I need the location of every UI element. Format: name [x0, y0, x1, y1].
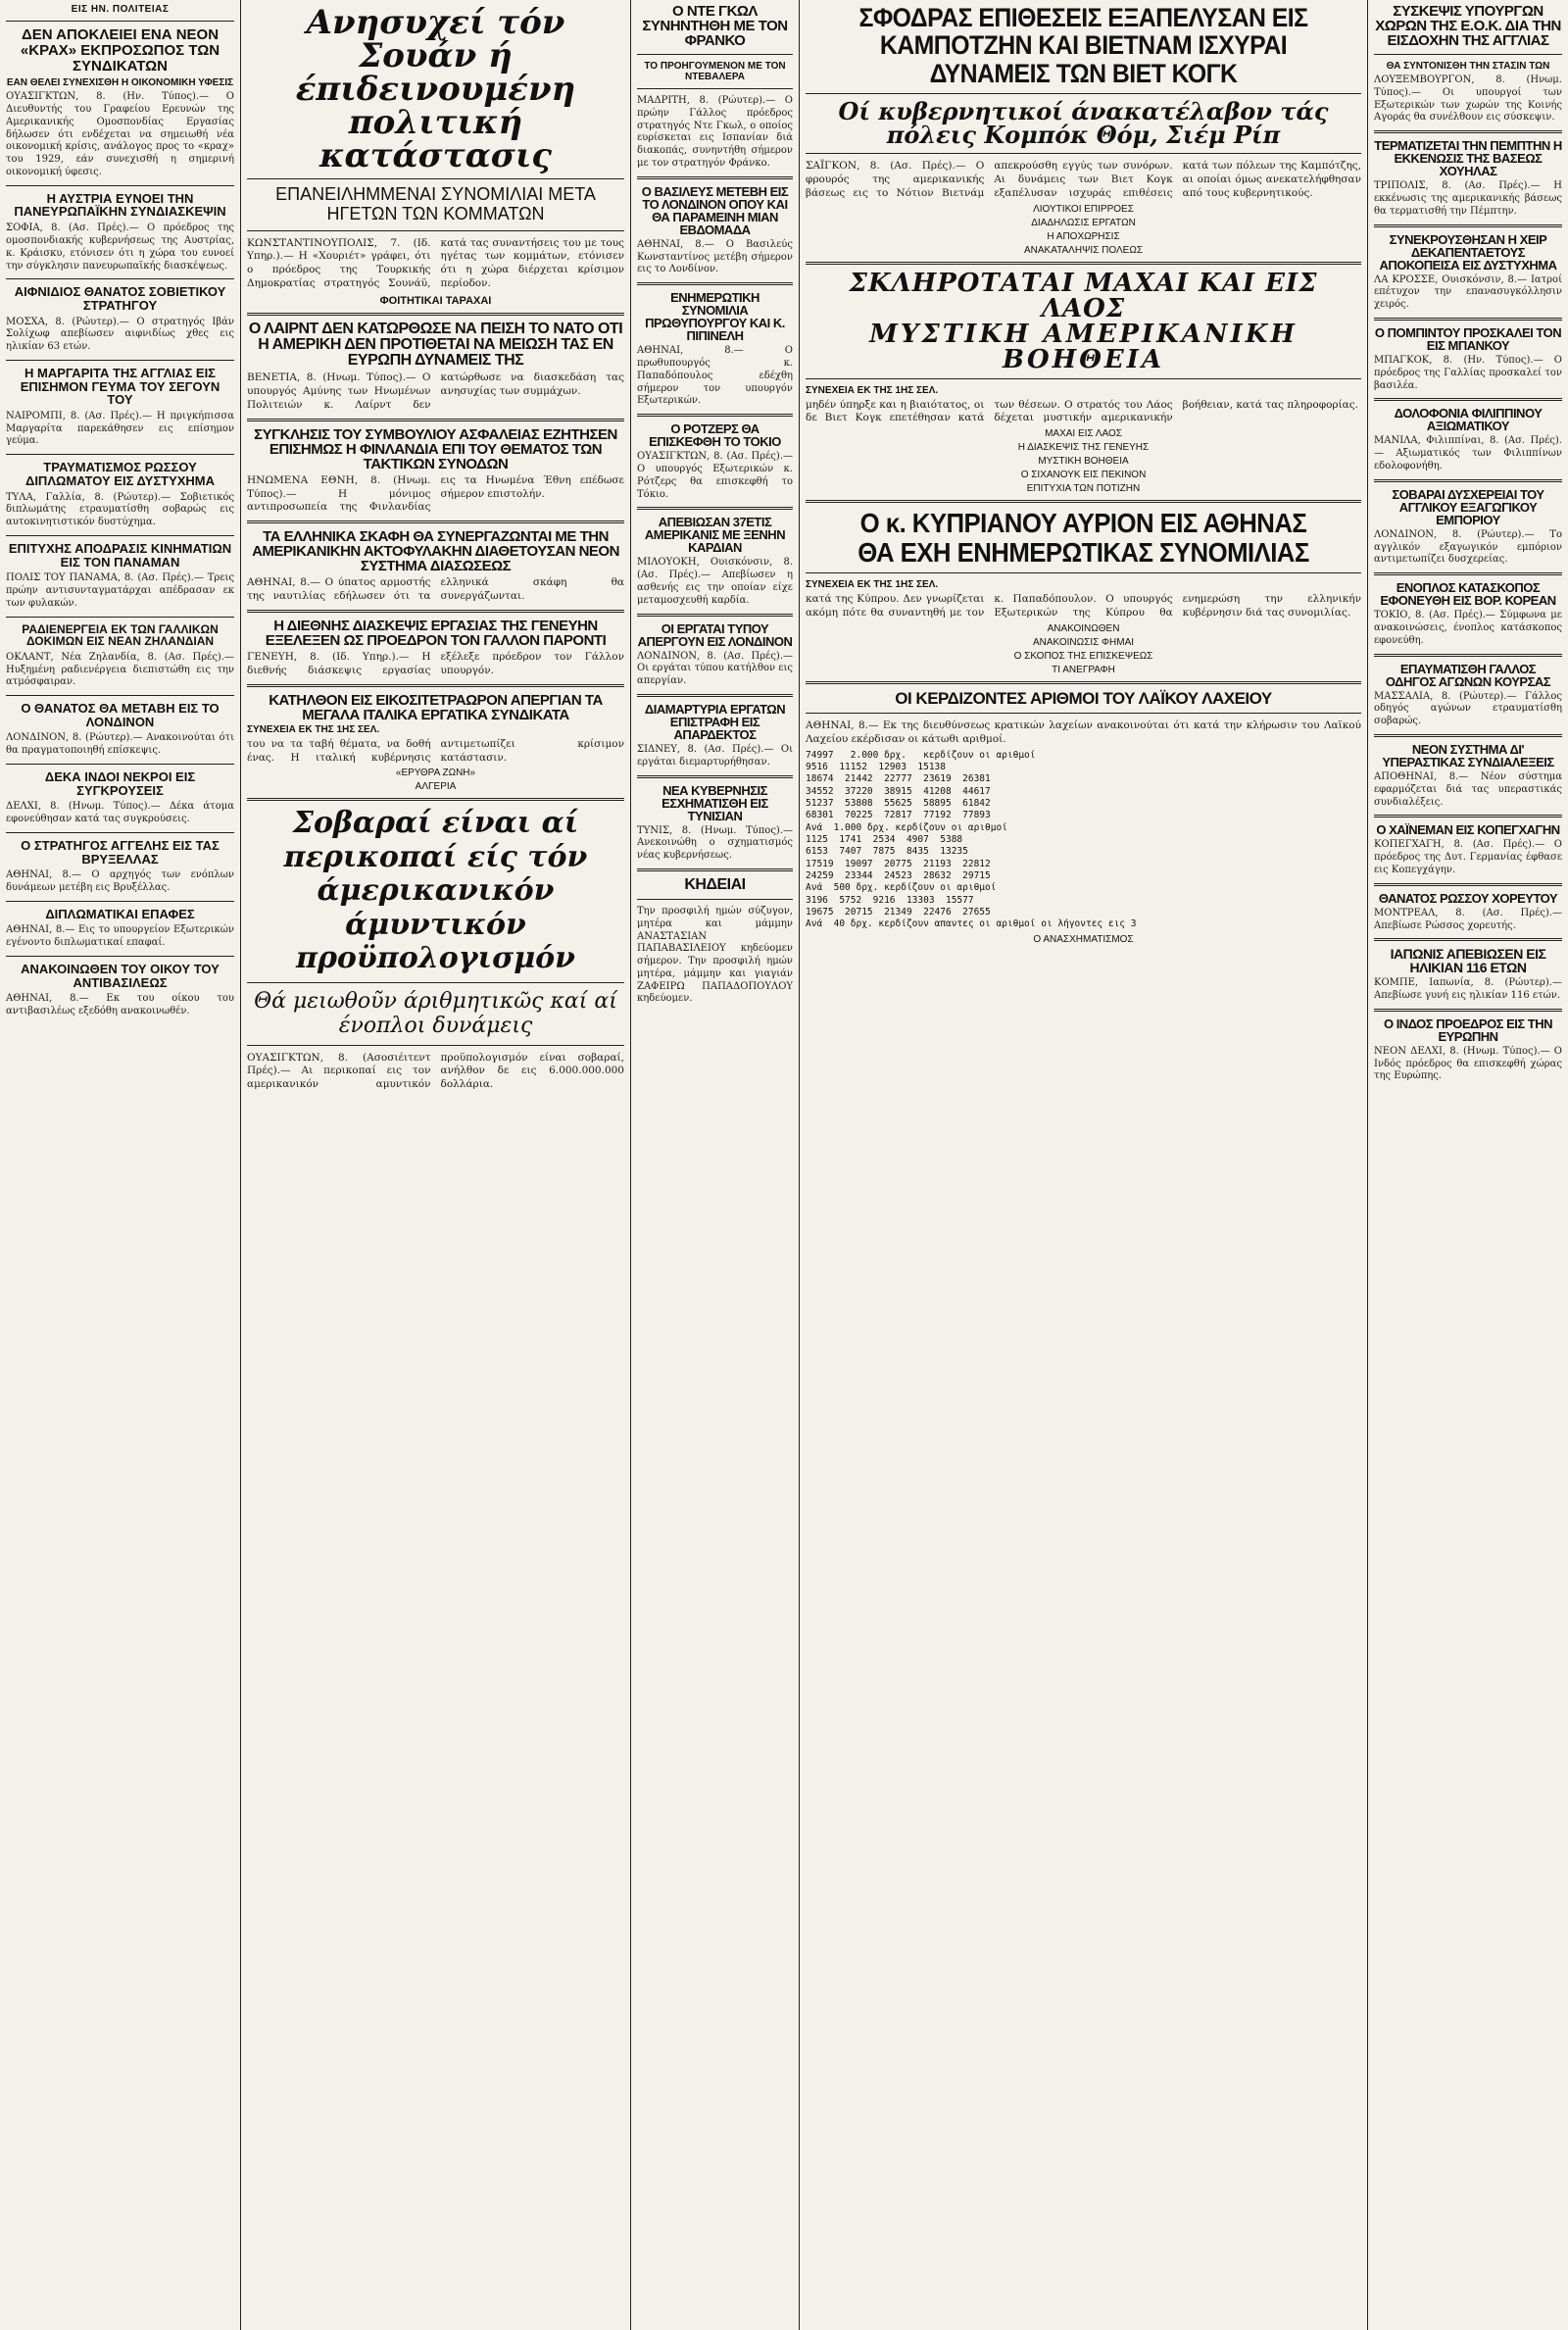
- lottery-intro: ΑΘΗΝΑΙ, 8.— Εκ της διευθύνσεως κρατικών λαχείων ανακοινούται ότι κατά την κλήρωσιν του Λαϊκού Λαχείου εκέρδισαν οι κάτωθι αριθμοί.: [806, 719, 1361, 745]
- obituary-text: Την προσφιλή ημών σύζυγον, μητέρα και μάμμην ΑΝΑΣΤΑΣΙΑΝ ΠΑΠΑΒΑΣΙΛΕΙΟΥ κηδεύομεν σήμερον. Την προσφιλή ημών μητέρα, μάμμην και γιαγιάν ΖΑΦΕΙΡΩ ΠΑΠΑΔΟΠΟΥΛΟΥ κηδεύομεν.: [637, 905, 793, 1005]
- column-main: [800, 0, 1367, 2330]
- headline: Η ΜΑΡΓΑΡΙΤΑ ΤΗΣ ΑΓΓΛΙΑΣ ΕΙΣ ΕΠΙΣΗΜΟΝ ΓΕΥΜΑ ΤΟΥ ΣΕΓΟΥΝ ΤΟΥ: [20, 365, 220, 408]
- article-text: ΑΘΗΝΑΙ, 8.— Εκ του οίκου του αντιβασιλέως εξεδόθη ανακοινωθέν.: [6, 993, 234, 1017]
- article-text: ΔΕΛΧΙ, 8. (Ηνωμ. Τύπος).— Δέκα άτομα εφονεύθησαν κατά τας συγκρούσεις.: [6, 801, 234, 825]
- headline: ΔΙΑΜΑΡΤΥΡΙΑ ΕΡΓΑΤΩΝ ΕΠΙΣΤΡΑΦΗ ΕΙΣ ΑΠΑΡΔΕΚΤΟΣ: [644, 701, 786, 742]
- headline: Ο ΛΑΙΡΝΤ ΔΕΝ ΚΑΤΩΡΘΩΣΕ ΝΑ ΠΕΙΣΗ ΤΟ ΝΑΤΟ ΟΤΙ Η ΑΜΕΡΙΚΗ ΔΕΝ ΠΡΟΤΙΘΕΤΑΙ ΝΑ ΜΕΙΩΣΗ ΤΑΣ ΕΝ ΕΥΡΩΠΗ ΔΥΝΑΜΕΙΣ ΤΗΣ: [248, 321, 623, 370]
- headline: ΕΝΗΜΕΡΩΤΙΚΗ ΣΥΝΟΜΙΛΙΑ ΠΡΩΘΥΠΟΥΡΓΟΥ ΚΑΙ Κ. ΠΙΠΙΝΕΛΗ: [645, 290, 785, 344]
- article-text: ΟΥΑΣΙΓΚΤΩΝ, 8. (Ασ. Πρές).— Ο υπουργός Εξωτερικών κ. Ρότζερς θα επισκεφθή το Τόκιο.: [637, 451, 793, 500]
- article-text: μηδέν ύπηρξε και η βιαιότατος, οι δε Βιετ Κογκ επετέθησαν κατά των θέσεων. Ο στρατός του Λάος δέχεται μυστικήν αμερικανικήν βοήθειαν, κατά τας πληροφορίας.: [806, 398, 1358, 424]
- article-text: ΤΥΛΑ, Γαλλία, 8. (Ρώυτερ).— Σοβιετικός διπλωμάτης ετραυματίσθη σοβαρώς εις αυτοκινητιστικόν δυστύχημα.: [6, 491, 234, 528]
- headline: ΚΑΤΗΛΘΟΝ ΕΙΣ ΕΙΚΟΣΙΤΕΤΡΑΩΡΟΝ ΑΠΕΡΓΙΑΝ ΤΑ ΜΕΓΑΛΑ ΙΤΑΛΙΚΑ ΕΡΓΑΤΙΚΑ ΣΥΝΔΙΚΑΤΑ: [269, 691, 603, 723]
- headline: ΤΡΑΥΜΑΤΙΣΜΟΣ ΡΩΣΣΟΥ ΔΙΠΛΩΜΑΤΟΥ ΕΙΣ ΔΥΣΤΥΧΗΜΑ: [24, 460, 216, 488]
- article-text: ΒΕΝΕΤΙΑ, 8. (Ηνωμ. Τύπος).— Ο υπουργός Αμύνης των Ηνωμένων Πολιτειών κ. Λαίρντ δεν κατώρθωσε να διασκεδάση τας ανησυχίας των συμμάχων.: [247, 372, 624, 411]
- article-text: ΚΟΠΕΓΧΑΓΗ, 8. (Ασ. Πρές).— Ο πρόεδρος της Δυτ. Γερμανίας έφθασε εις Κοπεγχάγην.: [1374, 839, 1562, 875]
- main-banner: ΣΦΟΔΡΑΣ ΕΠΙΘΕΣΕΙΣ ΕΞΑΠΕΛΥΣΑΝ ΕΙΣ ΚΑΜΠΟΤΖΗΝ ΚΑΙ ΒΙΕΤΝΑΜ ΙΣΧΥΡΑΙ ΔΥΝΑΜΕΙΣ ΤΩΝ ΒΙΕΤ ΚΟΓΚ: [858, 3, 1308, 88]
- section-label: Ο ΣΚΟΠΟΣ ΤΗΣ ΕΠΙΣΚΕΨΕΩΣ: [1013, 650, 1153, 662]
- section-label: ΤΙ ΑΝΕΓΡΑΦΗ: [1052, 664, 1115, 675]
- subheadline: Οί κυβερνητικοί άνακατέλαβον τάς πόλεις Κομπόκ Θόμ, Σιέμ Ρίπ: [838, 97, 1329, 150]
- article-text: ΜΑΣΣΑΛΙΑ, 8. (Ρώυτερ).— Γάλλος οδηγός αγώνων ετραυματίσθη σοβαρώς.: [1374, 690, 1562, 727]
- article-text: ΝΕΟΝ ΔΕΛΧΙ, 8. (Ηνωμ. Τύπος).— Ο Ινδός πρόεδρος θα επισκεφθή χώρας της Ευρώπης.: [1374, 1045, 1562, 1082]
- lottery-row: 6153 7407 7875 8435 13235: [806, 846, 968, 858]
- lottery-row: 68301 70225 72817 77192 77893: [806, 810, 991, 821]
- article-text: ΑΠΟΘΗΝΑΙ, 8.— Νέον σύστημα εφαρμόζεται διά τας υπεραστικάς συνδιαλέξεις.: [1374, 770, 1562, 808]
- article-text: ΗΝΩΜΕΝΑ ΕΘΝΗ, 8. (Ηνωμ. Τύπος).— Η μόνιμος αντιπροσωπεία της Φινλανδίας εις τα Ηνωμένα Έθνη επέδωσε σήμερον επιστολήν.: [247, 473, 624, 514]
- article-text: ΑΘΗΝΑΙ, 8.— Εις το υπουργείον Εξωτερικών εγένοντο διπλωματικαί επαφαί.: [6, 924, 234, 949]
- article-text: ΑΘΗΝΑΙ, 8.— Ο Βασιλεύς Κωνσταντίνος μετέβη σήμερον εις το Λονδίνον.: [637, 238, 793, 275]
- article-text: ΛΟΥΞΕΜΒΟΥΡΓΟΝ, 8. (Ηνωμ. Τύπος).— Οι υπουργοί των Εξωτερικών των χωρών της Κοινής Αγοράς θα συνέλθουν εις σύσκεψιν.: [1374, 74, 1562, 124]
- headline: ΣΥΝΕΚΡΟΥΣΘΗΣΑΝ Η ΧΕΙΡ ΔΕΚΑΠΕΝΤΑΕΤΟΥΣ ΑΠΟΚΟΠΕΙΣΑ ΕΙΣ ΔΥΣΤΥΧΗΜΑ: [1379, 231, 1557, 273]
- headline: Ο ΠΟΜΠΙΝΤΟΥ ΠΡΟΣΚΑΛΕΙ ΤΟΝ ΕΙΣ ΜΠΑΝΚΟΥ: [1374, 324, 1562, 353]
- column-third: [631, 0, 799, 2330]
- section-label: ΕΠΙΤΥΧΙΑ ΤΩΝ ΠΟΤΙΖΗΝ: [1026, 483, 1141, 495]
- section-label: ΑΝΑΚΟΙΝΩΘΕΝ: [1047, 622, 1120, 634]
- headline: Η ΑΥΣΤΡΙΑ ΕΥΝΟΕΙ ΤΗΝ ΠΑΝΕΥΡΩΠΑΪΚΗΝ ΣΥΝΔΙΑΣΚΕΨΙΝ: [14, 190, 226, 220]
- banner: ΘΑ ΕΧΗ ΕΝΗΜΕΡΩΤΙΚΑΣ ΣΥΝΟΜΙΛΙΑΣ: [858, 536, 1309, 568]
- headline: ΤΕΡΜΑΤΙΖΕΤΑΙ ΤΗΝ ΠΕΜΠΤΗΝ Η ΕΚΚΕΝΩΣΙΣ ΤΗΣ ΒΑΣΕΩΣ ΧΟΥΗΛΑΣ: [1374, 138, 1562, 179]
- lottery-row: 18674 21442 22777 23619 26381: [806, 773, 991, 785]
- lottery-row: 9516 11152 12903 15138: [806, 761, 946, 772]
- section-label: ΑΝΑΚΑΤΑΛΗΨΙΣ ΠΟΛΕΩΣ: [1023, 244, 1143, 256]
- headline: ΘΑΝΑΤΟΣ ΡΩΣΣΟΥ ΧΟΡΕΥΤΟΥ: [1378, 890, 1558, 906]
- section-label: Ο ΣΙΧΑΝΟΥΚ ΕΙΣ ΠΕΚΙΝΟΝ: [1020, 470, 1147, 481]
- article-text: ΛΟΝΔΙΝΟΝ, 8. (Ασ. Πρές).— Οι εργάται τύπου κατήλθον εις απεργίαν.: [637, 650, 793, 687]
- lottery-headline: ΟΙ ΚΕΡΔΙΖΟΝΤΕΣ ΑΡΙΘΜΟΙ ΤΟΥ ΛΑΪΚΟΥ ΛΑΧΕΙΟΥ: [895, 688, 1272, 708]
- headline: Ο ΘΑΝΑΤΟΣ ΘΑ ΜΕΤΑΒΗ ΕΙΣ ΤΟ ΛΟΝΔΙΝΟΝ: [21, 701, 220, 729]
- section-label: ΑΝΑΚΟΙΝΩΣΙΣ ΦΗΜΑΙ: [1032, 636, 1135, 648]
- article-text: ΓΕΝΕΥΗ, 8. (Ιδ. Υπηρ.).— Η διεθνής διάσκεψις εργασίας εξέλεξε πρόεδρον τον Γάλλον υπουργόν.: [247, 651, 624, 676]
- lottery-row: Ανά 500 δρχ. κερδίζουν οι αριθμοί: [806, 882, 997, 894]
- column-right: [1368, 0, 1568, 2330]
- headline: ΕΠΙΤΥΧΗΣ ΑΠΟΔΡΑΣΙΣ ΚΙΝΗΜΑΤΙΩΝ ΕΙΣ ΤΟΝ ΠΑΝΑΜΑΝ: [8, 540, 232, 570]
- headline: ΣΥΣΚΕΨΙΣ ΥΠΟΥΡΓΩΝ ΧΩΡΩΝ ΤΗΣ Ε.Ο.Κ. ΔΙΑ ΤΗΝ ΕΙΣΔΟΧΗΝ ΤΗΣ ΑΓΓΛΙΑΣ: [1375, 3, 1561, 49]
- headline: Ο ΣΤΡΑΤΗΓΟΣ ΑΓΓΕΛΗΣ ΕΙΣ ΤΑΣ ΒΡΥΞΕΛΛΑΣ: [21, 837, 220, 867]
- section-label: ΑΛΓΕΡΙΑ: [415, 781, 457, 793]
- headline: Ο ΝΤΕ ΓΚΩΛ ΣΥΝΗΝΤΗΘΗ ΜΕ ΤΟΝ ΦΡΑΝΚΟ: [642, 3, 788, 49]
- section-label: ΛΙΟΥΤΙΚΟΙ ΕΠΙΡΡΟΕΣ: [1033, 203, 1134, 215]
- headline: ΑΙΦΝΙΔΙΟΣ ΘΑΝΑΤΟΣ ΣΟΒΙΕΤΙΚΟΥ ΣΤΡΑΤΗΓΟΥ: [14, 284, 226, 313]
- continuation-label: ΣΥΝΕΧΕΙΑ ΕΚ ΤΗΣ 1ΗΣ ΣΕΛ.: [806, 579, 939, 591]
- article-text: ΣΙΔΝΕΥ, 8. (Ασ. Πρές).— Οι εργάται διεμαρτυρήθησαν.: [637, 743, 793, 768]
- article-text: ΜΟΝΤΡΕΑΛ, 8. (Ασ. Πρές).— Απεβίωσε Ρώσσος χορευτής.: [1374, 907, 1562, 931]
- section-label: ΜΥΣΤΙΚΗ ΒΟΗΘΕΙΑ: [1038, 456, 1129, 468]
- headline: ΟΙ ΕΡΓΑΤΑΙ ΤΥΠΟΥ ΑΠΕΡΓΟΥΝ ΕΙΣ ΛΟΝΔΙΝΟΝ: [637, 620, 793, 649]
- banner: ΜΥΣΤΙΚΗ ΑΜΕΡΙΚΑΝΙΚΗ ΒΟΗΘΕΙΑ: [869, 319, 1298, 374]
- continuation-label: ΣΥΝΕΧΕΙΑ ΕΚ ΤΗΣ 1ΗΣ ΣΕΛ.: [806, 384, 939, 396]
- continuation-label: ΣΥΝΕΧΕΙΑ ΕΚ ΤΗΣ 1ΗΣ ΣΕΛ.: [247, 723, 380, 735]
- subheadline: ΤΟ ΠΡΟΗΓΟΥΜΕΝΟΝ ΜΕ ΤΟΝ ΝΤΕΒΑΛΕΡΑ: [644, 61, 786, 82]
- headline: Ο ΧΑΪΝΕΜΑΝ ΕΙΣ ΚΟΠΕΓΧΑΓΗΝ: [1376, 822, 1560, 838]
- headline-main: Σοβαραί είναι αί περικοπαί είς τόν άμερικανικόν άμυντικόν προϋπολογισμόν: [283, 806, 588, 976]
- section-label: ΜΑΧΑΙ ΕΙΣ ΛΑΟΣ: [1045, 428, 1122, 440]
- subheadline: ΘΑ ΣΥΝΤΟΝΙΣΘΗ ΤΗΝ ΣΤΑΣΙΝ ΤΩΝ: [1386, 61, 1550, 72]
- article-text: ΣΑΪΓΚΟΝ, 8. (Ασ. Πρές).— Ο φρουρός της αμερικανικής βάσεως εις το Νότιον Βιετνάμ απεκρούσθη εγγύς των συνόρων. Αι δυνάμεις των Βιετ Κογκ εξαπέλυσαν ισχυράς επιθέσεις κατά των πόλεων της Καμπότζης, αι οποίαι όμως ανεκατελήφθησαν από τους κυβερνητικούς.: [806, 160, 1361, 199]
- article-text: ΝΑΙΡΟΜΠΙ, 8. (Ασ. Πρές).— Η πριγκήπισσα Μαργαρίτα παρεκάθησεν εις επίσημον γεύμα.: [6, 410, 234, 447]
- headline: ΣΟΒΑΡΑΙ ΔΥΣΧΕΡΕΙΑΙ ΤΟΥ ΑΓΓΛΙΚΟΥ ΕΞΑΓΩΓΙΚΟΥ ΕΜΠΟΡΙΟΥ: [1392, 486, 1544, 527]
- lottery-table: [806, 750, 1361, 931]
- article-text: ΤΟΚΙΟ, 8. (Ασ. Πρές).— Σύμφωνα με ανακοινώσεις, ένοπλος κατάσκοπος εφονεύθη.: [1374, 610, 1562, 646]
- headline: ΔΟΛΟΦΟΝΙΑ ΦΙΛΙΠΠΙΝΟΥ ΑΞΙΩΜΑΤΙΚΟΥ: [1394, 406, 1543, 434]
- lottery-row: 51237 53808 55625 58895 61842: [806, 797, 991, 809]
- article-text: ΟΥΑΣΙΓΚΤΩΝ, 8. (Ασοσιέιτεντ Πρές).— Αι περικοπαί εις τον αμερικανικόν αμυντικόν προϋπολογισμόν είναι σοβαραί, ανήλθον δε εις 6.000.000.000 δολλάρια.: [247, 1051, 624, 1091]
- subheadline: ΕΠΑΝΕΙΛΗΜΜΕΝΑΙ ΣΥΝΟΜΙΛΙΑΙ ΜΕΤΑ ΗΓΕΤΩΝ ΤΩΝ ΚΟΜΜΑΤΩΝ: [275, 184, 596, 223]
- article-text: ΑΘΗΝΑΙ, 8.— Ο πρωθυπουργός κ. Παπαδόπουλος εδέχθη σήμερον τον υπουργόν Εξωτερικών.: [637, 345, 793, 407]
- headline: ΔΙΠΛΩΜΑΤΙΚΑΙ ΕΠΑΦΕΣ: [45, 906, 195, 921]
- headline: ΕΠΑΥΜΑΤΙΣΘΗ ΓΑΛΛΟΣ ΟΔΗΓΟΣ ΑΓΩΝΩΝ ΚΟΥΡΣΑΣ: [1385, 661, 1551, 689]
- article-text: ΜΑΔΡΙΤΗ, 8. (Ρώυτερ).— Ο πρώην Γάλλος πρόεδρος στρατηγός Ντε Γκωλ, ο οποίος ευρίσκεται εις Ισπανίαν διά διακοπάς, συνηντήθη σήμερον με τον στρατηγόν Φράνκο.: [637, 95, 793, 169]
- article-text: ΛΑ ΚΡΟΣΣΕ, Ουισκόνσιν, 8.— Ιατροί επέτυχον την επανασυγκόλλησιν χειρός.: [1374, 273, 1562, 311]
- headline: ΝΕΑ ΚΥΒΕΡΝΗΣΙΣ ΕΣΧΗΜΑΤΙΣΘΗ ΕΙΣ ΤΥΝΙΣΙΑΝ: [662, 782, 768, 823]
- headline: Ο ΙΝΔΟΣ ΠΡΟΕΔΡΟΣ ΕΙΣ ΤΗΝ ΕΥΡΩΠΗΝ: [1383, 1016, 1553, 1044]
- headline: ΑΠΕΒΙΩΣΑΝ 37ΕΤΙΣ ΑΜΕΡΙΚΑΝΙΣ ΜΕ ΞΕΝΗΝ ΚΑΡΔΙΑΝ: [644, 515, 786, 556]
- lottery-row: 19675 20715 21349 22476 27655: [806, 907, 991, 918]
- article-text: του να τα ταβή θέματα, να δοθή ένας. Η ιταλική κυβέρνησις αντιμετωπίζει κρίσιμον κατάστασιν.: [247, 737, 624, 764]
- article-text: ΜΟΣΧΑ, 8. (Ρώυτερ).— Ο στρατηγός Ιβάν Σολίχωφ απεβίωσεν αιφνιδίως χθες εις ηλικίαν 63 ετών.: [6, 316, 234, 353]
- lottery-row: 1125 1741 2534 4907 5388: [806, 833, 963, 845]
- banner: ΣΚΛΗΡΟΤΑΤΑΙ ΜΑΧΑΙ ΚΑΙ ΕΙΣ ΛΑΟΣ: [849, 268, 1318, 323]
- headline: ΔΕΝ ΑΠΟΚΛΕΙΕΙ ΕΝΑ ΝΕΟΝ «ΚΡΑΧ» ΕΚΠΡΟΣΩΠΟΣ ΤΩΝ ΣΥΝΔΙΚΑΤΩΝ: [20, 26, 220, 74]
- article-text: ΟΚΛΑΝΤ, Νέα Ζηλανδία, 8. (Ασ. Πρές).— Ηυξημένη ραδιενέργεια διεπιστώθη εις την ατμόσφαιραν.: [6, 651, 234, 688]
- article-text: ΟΥΑΣΙΓΚΤΩΝ, 8. (Ην. Τύπος).— Ο Διευθυντής του Γραφείου Ερευνών της Αμερικανικής Ομοσπονδίας Εργασίας δήλωσεν ότι ενδέχεται να σημειωθή νέα οικονομική κρίσις, ανάλογος προς το «κραχ» του 1929, εάν συνεχισθή η σημερινή οικονομική ύφεσις.: [6, 91, 234, 178]
- subheadline: ΕΑΝ ΘΕΛΕΙ ΣΥΝΕΧΙΣΘΗ Η ΟΙΚΟΝΟΜΙΚΗ ΥΦΕΣΙΣ: [6, 77, 234, 89]
- article-text: ΠΟΛΙΣ ΤΟΥ ΠΑΝΑΜΑ, 8. (Ασ. Πρές).— Τρεις πρώην αντισυνταγματάρχαι απέδρασαν εκ των φυλακών.: [6, 572, 234, 609]
- article-text: ΚΟΜΠΕ, Ιαπωνία, 8. (Ρώυτερ).— Απεβίωσε γυνή εις ηλικίαν 116 ετών.: [1374, 977, 1562, 1002]
- article-text: ΤΥΝΙΣ, 8. (Ηνωμ. Τύπος).— Ανεκοινώθη ο σχηματισμός νέας κυβερνήσεως.: [637, 824, 793, 862]
- section-label: Η ΔΙΑΣΚΕΨΙΣ ΤΗΣ ΓΕΝΕΥΗΣ: [1017, 442, 1150, 454]
- lottery-row: 34552 37220 38915 41208 44617: [806, 785, 991, 797]
- headline: ΤΑ ΕΛΛΗΝΙΚΑ ΣΚΑΦΗ ΘΑ ΣΥΝΕΡΓΑΖΩΝΤΑΙ ΜΕ ΤΗΝ ΑΜΕΡΙΚΑΝΙΚΗΝ ΑΚΤΟΦΥΛΑΚΗΝ ΔΙΑΘΕΤΟΥΣΑΝ ΝΕΟΝ ΣΥΣΤΗΜΑ ΔΙΑΣΩΣΕΩΣ: [252, 528, 619, 575]
- headline-main: Ανησυχεί τόν Σουάν ή έπιδεινουμένη πολιτική κατάστασις: [295, 3, 576, 175]
- column-second: [241, 0, 630, 2330]
- article-text: ΛΟΝΔΙΝΟΝ, 8. (Ρώυτερ).— Το αγγλικόν εξαγωγικόν εμπόριον αντιμετωπίζει δυσχερείας.: [1374, 528, 1562, 566]
- headline: ΕΝΟΠΛΟΣ ΚΑΤΑΣΚΟΠΟΣ ΕΦΟΝΕΥΘΗ ΕΙΣ ΒΟΡ. ΚΟΡΕΑΝ: [1380, 580, 1556, 609]
- headline: ΙΑΠΩΝΙΣ ΑΠΕΒΙΩΣΕΝ ΕΙΣ ΗΛΙΚΙΑΝ 116 ΕΤΩΝ: [1390, 946, 1546, 976]
- section-label: Η ΑΠΟΧΩΡΗΣΙΣ: [1047, 230, 1120, 242]
- article-text: ΣΟΦΙΑ, 8. (Ασ. Πρές).— Ο πρόεδρος της ομοσπονδιακής κυβερνήσεως της Αυστρίας, κ. Κράισκυ, ετόνισεν ότι η χώρα του ευνοεί την σύγκλησιν πανευρωπαϊκής διασκέψεως.: [6, 223, 234, 272]
- section-label: Ο ΑΝΑΣΧΗΜΑΤΙΣΜΟΣ: [1033, 933, 1134, 945]
- banner: Ο κ. ΚΥΠΡΙΑΝΟΥ ΑΥΡΙΟΝ ΕΙΣ ΑΘΗΝΑΣ: [859, 508, 1307, 539]
- headline: ΚΗΔΕΙΑΙ: [684, 875, 746, 893]
- kicker: ΕΙΣ ΗΝ. ΠΟΛΙΤΕΙΑΣ: [71, 4, 170, 15]
- headline: Η ΔΙΕΘΝΗΣ ΔΙΑΣΚΕΨΙΣ ΕΡΓΑΣΙΑΣ ΤΗΣ ΓΕΝΕΥΗΝ ΕΞΕΛΕΞΕΝ ΩΣ ΠΡΟΕΔΡΟΝ ΤΟΝ ΓΑΛΛΟΝ ΠΑΡΟΝΤΙ: [265, 618, 607, 649]
- subheadline: Θά μειωθοῦν άριθμητικῶς καί αί ένοπλοι δυνάμεις: [254, 988, 617, 1039]
- article-text: ΑΘΗΝΑΙ, 8.— Ο αρχηγός των ενόπλων δυνάμεων μετέβη εις Βρυξέλλας.: [6, 869, 234, 894]
- article-text: ΜΠΑΓΚΟΚ, 8. (Ην. Τύπος).— Ο πρόεδρος της Γαλλίας προσκαλεί τον βασιλέα.: [1374, 354, 1562, 391]
- article-text: ΜΑΝΙΛΑ, Φιλιππίναι, 8. (Ασ. Πρές).— Αξιωματικός των Φιλιππίνων εδολοφονήθη.: [1374, 435, 1562, 471]
- section-label: ΔΙΑΔΗΛΩΣΙΣ ΕΡΓΑΤΩΝ: [1031, 217, 1136, 228]
- headline: Ο ΡΟΤΖΕΡΣ ΘΑ ΕΠΙΣΚΕΦΘΗ ΤΟ ΤΟΚΙΟ: [649, 421, 781, 450]
- section-label: «ΕΡΥΘΡΑ ΖΩΝΗ»: [395, 768, 476, 779]
- lottery-row: 74997 2.000 δρχ. κερδίζουν οι αριθμοί: [806, 749, 1036, 761]
- section-label: ΦΟΙΤΗΤΙΚΑΙ ΤΑΡΑΧΑΙ: [379, 295, 492, 308]
- article-text: ΛΟΝΔΙΝΟΝ, 8. (Ρώυτερ).— Ανακοινούται ότι θα πραγματοποιηθή επίσκεψις.: [6, 732, 234, 757]
- lottery-row: 17519 19097 20775 21193 22812: [806, 858, 991, 869]
- lottery-row: 3196 5752 9216 13303 15577: [806, 894, 974, 906]
- article-text: κατά της Κύπρου. Δεν γνωρίζεται ακόμη πότε θα συναντηθή με τον κ. Παπαδόπουλον. Ο υπουργός Εξωτερικών της Κύπρου θα ενημερώση την ελληνικήν κυβέρνησιν διά τας συνομιλίας.: [806, 593, 1361, 619]
- headline: ΑΝΑΚΟΙΝΩΘΕΝ ΤΟΥ ΟΙΚΟΥ ΤΟΥ ΑΝΤΙΒΑΣΙΛΕΩΣ: [21, 962, 220, 990]
- lottery-row: 24259 23344 24523 28632 29715: [806, 869, 991, 881]
- headline: ΝΕΟΝ ΣΥΣΤΗΜΑ ΔΙ' ΥΠΕΡΑΣΤΙΚΑΣ ΣΥΝΔΙΑΛΕΞΕΙΣ: [1382, 741, 1554, 769]
- headline: ΔΕΚΑ ΙΝΔΟΙ ΝΕΚΡΟΙ ΕΙΣ ΣΥΓΚΡΟΥΣΕΙΣ: [44, 769, 196, 798]
- headline: ΣΥΓΚΛΗΣΙΣ ΤΟΥ ΣΥΜΒΟΥΛΙΟΥ ΑΣΦΑΛΕΙΑΣ ΕΖΗΤΗΣΕΝ ΕΠΙΣΗΜΩΣ Η ΦΙΝΛΑΝΔΙΑ ΕΠΙ ΤΟΥ ΘΕΜΑΤΟΣ ΤΩΝ ΤΑΚΤΙΚΩΝ ΣΥΝΟΔΩΝ: [254, 425, 617, 472]
- lottery-row: Ανά 1.000 δρχ. κερδίζουν οι αριθμοί: [806, 821, 1007, 833]
- article-text: ΤΡΙΠΟΛΙΣ, 8. (Ασ. Πρές).— Η εκκένωσις της αμερικανικής βάσεως θα τερματισθή την Πέμπτην.: [1374, 180, 1562, 217]
- article-text: ΜΙΛΟΥΟΚΗ, Ουισκόνσιν, 8. (Ασ. Πρές).— Απεβίωσεν η ασθενής εις την οποίαν είχε μεταμοσχευθή καρδία.: [637, 557, 793, 606]
- column-left: [0, 0, 240, 2330]
- headline: Ο ΒΑΣΙΛΕΥΣ ΜΕΤΕΒΗ ΕΙΣ ΤΟ ΛΟΝΔΙΝΟΝ ΟΠΟΥ ΚΑΙ ΘΑ ΠΑΡΑΜΕΙΝΗ ΜΙΑΝ ΕΒΔΟΜΑΔΑ: [641, 183, 789, 237]
- article-text: ΑΘΗΝΑΙ, 8.— Ο ύπατος αρμοστής της ναυτιλίας εδήλωσεν ότι τα ελληνικά σκάφη θα συνεργάζωνται.: [247, 576, 624, 603]
- article-text: ΚΩΝΣΤΑΝΤΙΝΟΥΠΟΛΙΣ, 7. (Ιδ. Υπηρ.).— Η «Χουριέτ» γράφει, ότι ο πρόεδρος της Τουρκικής Δημοκρατίας στρατηγός Σουνάϋ, κατά τας συναντήσεις του με τους ηγέτας των κομμάτων, ετόνισεν ότι η χώρα διέρχεται κρίσιμον περίοδον.: [247, 236, 624, 290]
- lottery-row: Ανά 40 δρχ. κερδίζουν απαντες οι αριθμοί οι λήγοντες εις 3: [806, 918, 1137, 930]
- headline: ΡΑΔΙΕΝΕΡΓΕΙΑ ΕΚ ΤΩΝ ΓΑΛΛΙΚΩΝ ΔΟΚΙΜΩΝ ΕΙΣ ΝΕΑΝ ΖΗΛΑΝΔΙΑΝ: [22, 621, 219, 649]
